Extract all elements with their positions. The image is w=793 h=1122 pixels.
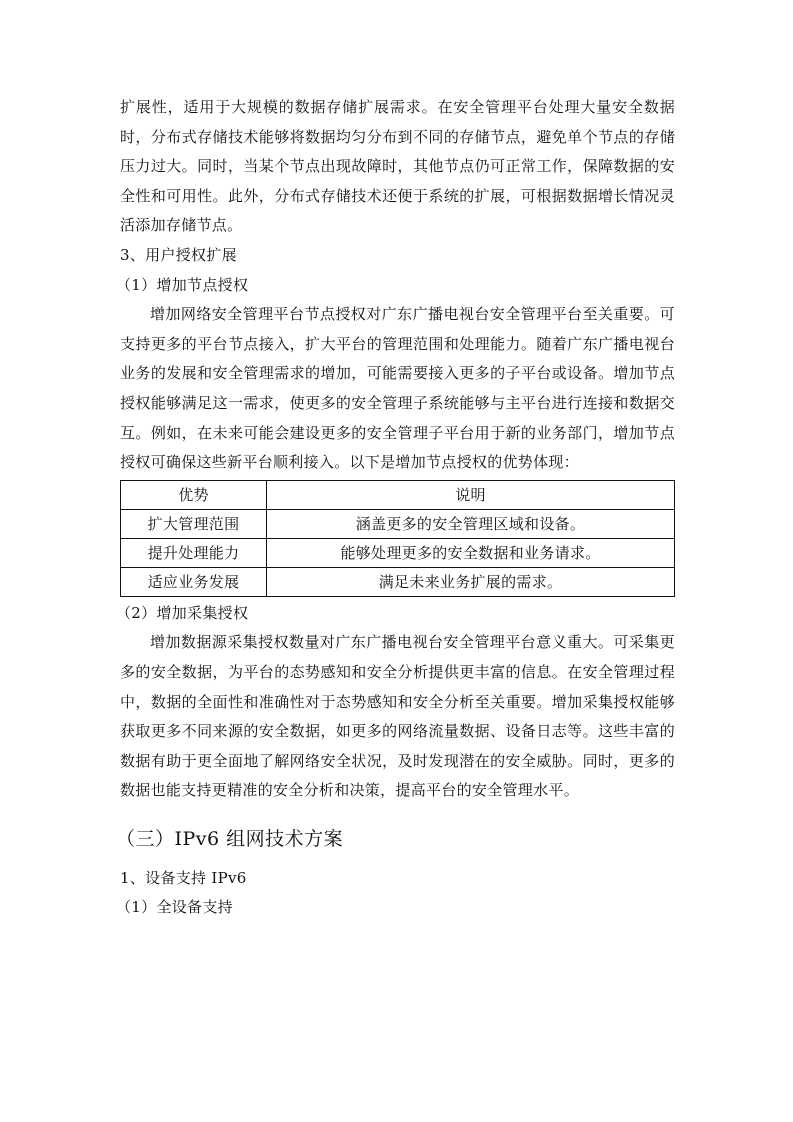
advantages-table (120, 480, 675, 597)
intro-paragraph: 扩展性，适用于大规模的数据存储扩展需求。在安全管理平台处理大量安全数据时，分布式存储技术能够将数据均匀分布到不同的存储节点，避免单个节点的存储压力过大。同时，当某个节点出现故障时，其他节点仍可正常工作，保障数据的安全性和可用性。此外，分布式存储技术还便于系统的扩展，可根据数据增长情况灵活添加存储节点。 (120, 98, 675, 235)
subsection-1-paragraph: 增加网络安全管理平台节点授权对广东广播电视台安全管理平台至关重要。可支持更多的平台节点接入，扩大平台的管理范围和处理能力。随着广东广播电视台业务的发展和安全管理需求的增加，可能需要接入更多的子平台或设备。增加节点授权能够满足这一需求，使更多的安全管理子系统能够与主平台进行连接和数据交互。例如，在未来可能会建设更多的安全管理子平台用于新的业务部门，增加节点授权可确保这些新平台顺利接入。以下是增加节点授权的优势体现： (120, 305, 675, 472)
chapter-heading: （三）IPv6 组网技术方案 (116, 827, 344, 850)
table-cell-advantage: 扩大管理范围 (121, 509, 267, 538)
subsection-2-heading: （2）增加采集授权 (116, 603, 249, 622)
section-3-heading: 3、用户授权扩展 (120, 245, 237, 264)
table-header-row (121, 480, 675, 509)
table-cell-description: 满足未来业务扩展的需求。 (267, 567, 675, 596)
table-row (121, 567, 675, 596)
table-row (121, 538, 675, 567)
section-1-heading: 1、设备支持 IPv6 (120, 868, 247, 887)
table-row (121, 509, 675, 538)
table-cell-description: 能够处理更多的安全数据和业务请求。 (267, 538, 675, 567)
table-cell-advantage: 适应业务发展 (121, 567, 267, 596)
subsection-2-paragraph: 增加数据源采集授权数量对广东广播电视台安全管理平台意义重大。可采集更多的安全数据，为平台的态势感知和安全分析提供更丰富的信息。在安全管理过程中，数据的全面性和准确性对于态势感知和安全分析至关重要。增加采集授权能够获取更多不同来源的安全数据，如更多的网络流量数据、设备日志等。这些丰富的数据有助于更全面地了解网络安全状况，及时发现潜在的安全威胁。同时，更多的数据也能支持更精准的安全分析和决策，提高平台的安全管理水平。 (120, 633, 675, 800)
document-page (116, 93, 675, 923)
table-header-advantage: 优势 (121, 480, 267, 509)
table-header-description: 说明 (267, 480, 675, 509)
subsection-last-heading: （1）全设备支持 (116, 898, 233, 917)
table-cell-description: 涵盖更多的安全管理区域和设备。 (267, 509, 675, 538)
table-cell-advantage: 提升处理能力 (121, 538, 267, 567)
subsection-1-heading: （1）增加节点授权 (116, 275, 249, 294)
